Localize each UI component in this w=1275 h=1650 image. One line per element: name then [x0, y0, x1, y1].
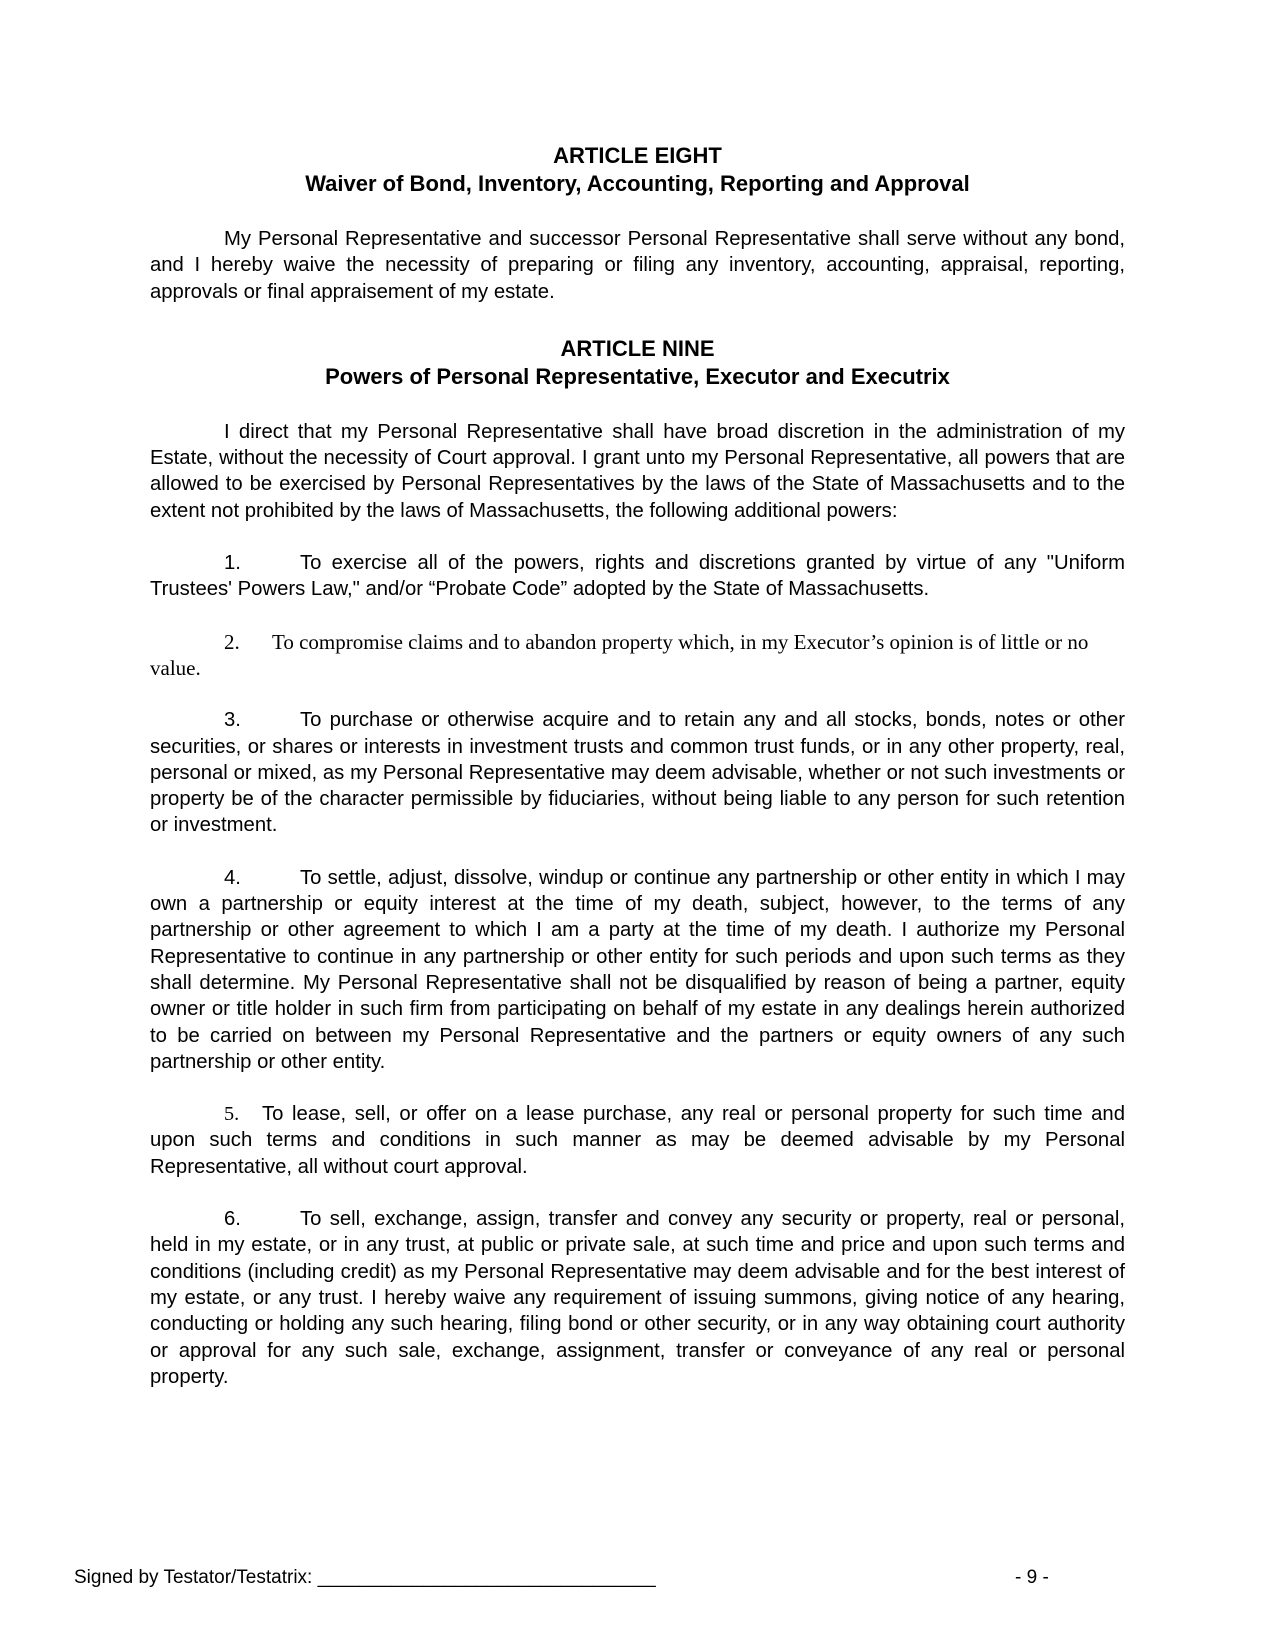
article-eight-subtitle: Waiver of Bond, Inventory, Accounting, Reporting and Approval — [305, 171, 970, 196]
article-nine-body: I direct that my Personal Representative shall have broad discretion in the administration of my Estate, without the necessity of Court approval. I grant unto my Personal Representative, all powers that are allowed to be exercised by Personal Representatives by the laws of the State of Massachusetts and to the extent not prohibited by the laws of Massachusetts, the following additional powers: — [150, 420, 1125, 522]
signature-block: Signed by Testator/Testatrix: ________________________________ — [74, 1567, 656, 1588]
article-nine-title: ARTICLE NINE — [560, 335, 715, 361]
power-item-6: 6. To sell, exchange, assign, transfer and convey any security or property, real or personal, held in my estate, or in any trust, at public or private sale, at such time and price and upon such terms and conditions (including credit) as my Personal Representative may deem advisable and for the best interest of my estate, or any trust. I hereby waive any requirement of issuing summons, giving notice of any hearing, conducting or holding any such hearing, filing bond or other security, or in any way obtaining court authority or approval for any such sale, exchange, assignment, transfer or conveyance of any real or personal property. — [150, 1208, 1125, 1388]
article-eight-title: ARTICLE EIGHT — [553, 143, 722, 168]
signature-line: ________________________________ — [317, 1567, 656, 1588]
power-item-4: 4. To settle, adjust, dissolve, windup or continue any partnership or other entity in which I may own a partnership or equity interest at the time of my death, subject, however, to the terms of any partnership or other agreement to which I am a party at the time of my death. I authorize my Personal Representative to continue in any partnership or other entity for such periods and upon such terms as they shall determine. My Personal Representative shall not be disqualified by reason of being a partner, equity owner or title holder in such firm from participating on behalf of my estate in any dealings herein authorized to be carried on between my Personal Representative and the partners or equity owners of any such partnership or other entity. — [150, 866, 1125, 1073]
power-item-2: 2. To compromise claims and to abandon property which, in my Executor’s opinion is of little or no value. — [150, 629, 1089, 680]
document-body — [150, 142, 1125, 1416]
article-nine-subtitle: Powers of Personal Representative, Executor and Executrix — [325, 363, 950, 389]
power-item-3: 3. To purchase or otherwise acquire and to retain any and all stocks, bonds, notes or other securities, or shares or interests in investment trusts and common trust funds, or in any other property, real, personal or mixed, as my Personal Representative may deem advisable, whether or not such investments or property be of the character permissible by fiduciaries, without being liable to any person for such retention or investment. — [150, 709, 1125, 837]
page-number: - 9 - — [1015, 1567, 1049, 1588]
article-eight-body: My Personal Representative and successor Personal Representative shall serve without any bond, and I hereby waive the necessity of preparing or filing any inventory, accounting, appraisal, reporting, approvals or final appraisement of my estate. — [150, 228, 1125, 303]
power-item-1: 1. To exercise all of the powers, rights and discretions granted by virtue of any "Uniform Trustees' Powers Law," and/or “Probate Code” adopted by the State of Massachusetts. — [150, 552, 1125, 601]
power-item-5: 5. To lease, sell, or offer on a lease purchase, any real or personal property for such time and upon such terms and conditions in such manner as may be deemed advisable by my Personal Representative, all without court approval. — [150, 1103, 1125, 1178]
